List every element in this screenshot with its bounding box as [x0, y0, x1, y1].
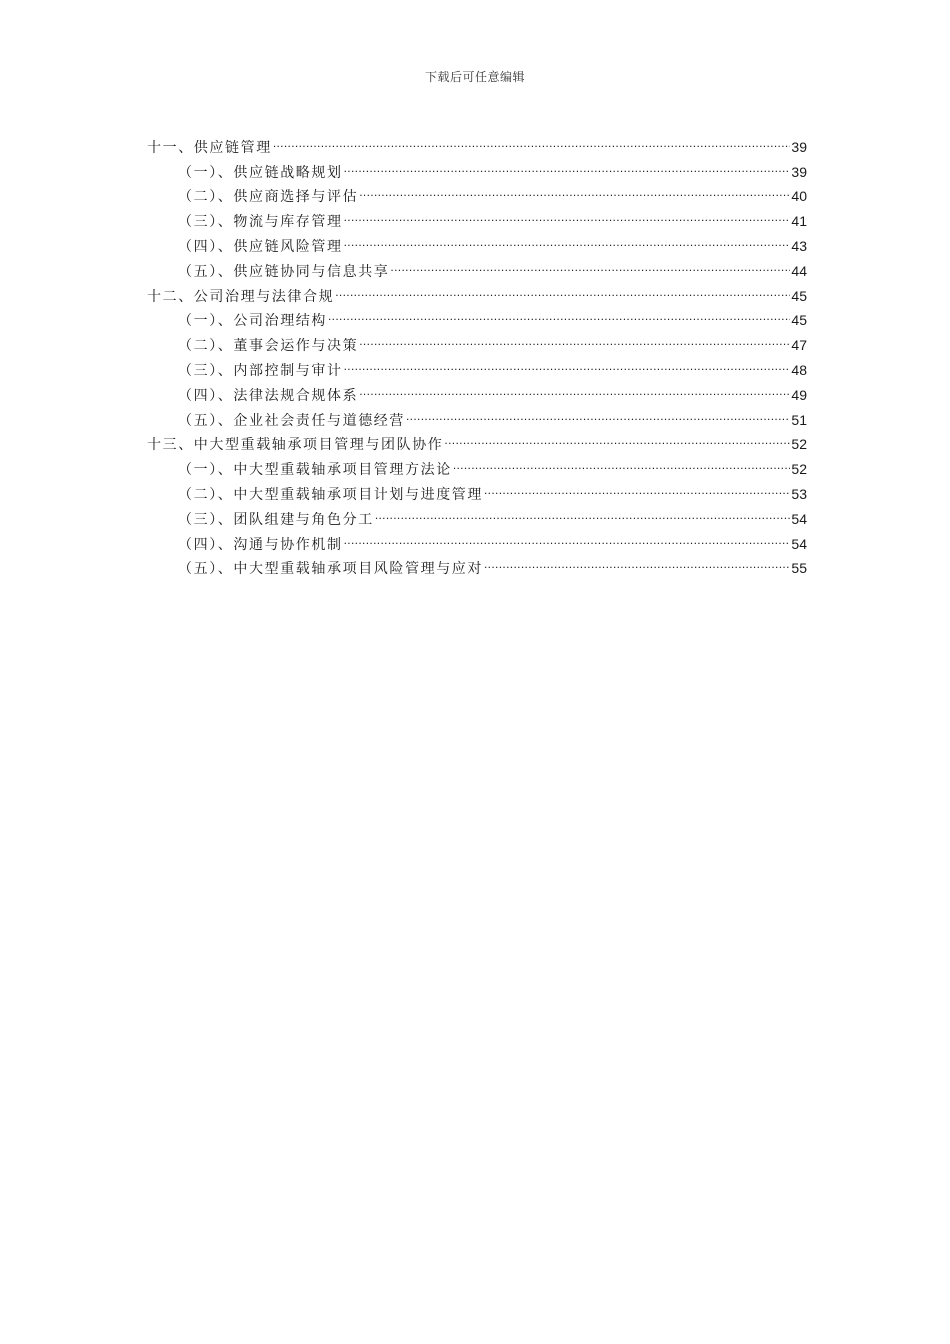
toc-page-number: 52	[791, 461, 807, 478]
toc-entry-label: （五）、中大型重载轴承项目风险管理与应对	[178, 561, 483, 578]
toc-entry-label: 十二、公司治理与法律合规	[147, 288, 335, 305]
toc-entry-label: （二）、中大型重载轴承项目计划与进度管理	[178, 486, 483, 503]
toc-dot-leader	[344, 152, 791, 177]
toc-dot-leader	[344, 226, 791, 251]
toc-page-number: 47	[791, 337, 807, 354]
toc-dot-leader	[444, 425, 790, 450]
toc-dot-leader	[359, 325, 790, 350]
toc-dot-leader	[390, 251, 790, 276]
toc-dot-leader	[484, 474, 790, 499]
toc-entry-label: （一）、供应链战略规划	[178, 164, 343, 181]
toc-page-number: 54	[791, 510, 807, 527]
toc-page-number: 45	[791, 287, 807, 304]
toc-page-number: 53	[791, 485, 807, 502]
toc-entry-label: （四）、供应链风险管理	[178, 238, 343, 255]
toc-entry-label: 十三、中大型重载轴承项目管理与团队协作	[147, 437, 444, 454]
table-of-contents	[147, 127, 807, 578]
toc-page-number: 39	[791, 138, 807, 155]
toc-entry-label: 十一、供应链管理	[147, 139, 272, 156]
toc-chapter-entry[interactable]	[147, 127, 807, 156]
toc-dot-leader	[344, 350, 791, 375]
toc-page-number: 55	[791, 560, 807, 577]
toc-entry-label: （一）、公司治理结构	[178, 313, 327, 330]
toc-page-number: 54	[791, 535, 807, 552]
toc-page-number: 45	[791, 312, 807, 329]
toc-entry-label: （三）、团队组建与角色分工	[178, 511, 374, 528]
toc-dot-leader	[335, 276, 790, 301]
toc-entry-label: （三）、物流与库存管理	[178, 214, 343, 231]
toc-entry-label: （二）、供应商选择与评估	[178, 189, 359, 206]
toc-dot-leader	[344, 201, 791, 226]
toc-entry-label: （四）、沟通与协作机制	[178, 536, 343, 553]
toc-page-number: 40	[791, 188, 807, 205]
toc-dot-leader	[344, 524, 791, 549]
toc-dot-leader	[359, 375, 790, 400]
toc-page-number: 41	[791, 213, 807, 230]
toc-dot-leader	[375, 499, 791, 524]
toc-page-number: 39	[791, 163, 807, 180]
toc-dot-leader	[453, 449, 791, 474]
toc-dot-leader	[328, 301, 790, 326]
toc-page-number: 49	[791, 386, 807, 403]
toc-dot-leader	[406, 400, 790, 425]
toc-entry-label: （四）、法律法规合规体系	[178, 387, 359, 404]
toc-page-number: 48	[791, 361, 807, 378]
page-header: 下载后可任意编辑	[424, 70, 525, 84]
toc-page-number: 52	[791, 436, 807, 453]
toc-entry-label: （一）、中大型重载轴承项目管理方法论	[178, 462, 452, 479]
toc-entry-label: （五）、企业社会责任与道德经营	[178, 412, 405, 429]
toc-entry-label: （五）、供应链协同与信息共享	[178, 263, 390, 280]
toc-page-number: 44	[791, 262, 807, 279]
toc-entry-label: （三）、内部控制与审计	[178, 362, 343, 379]
toc-dot-leader	[484, 549, 790, 574]
toc-entry-label: （二）、董事会运作与决策	[178, 338, 359, 355]
toc-page-number: 43	[791, 237, 807, 254]
toc-page-number: 51	[791, 411, 807, 428]
toc-dot-leader	[359, 177, 790, 202]
toc-dot-leader	[273, 127, 791, 152]
